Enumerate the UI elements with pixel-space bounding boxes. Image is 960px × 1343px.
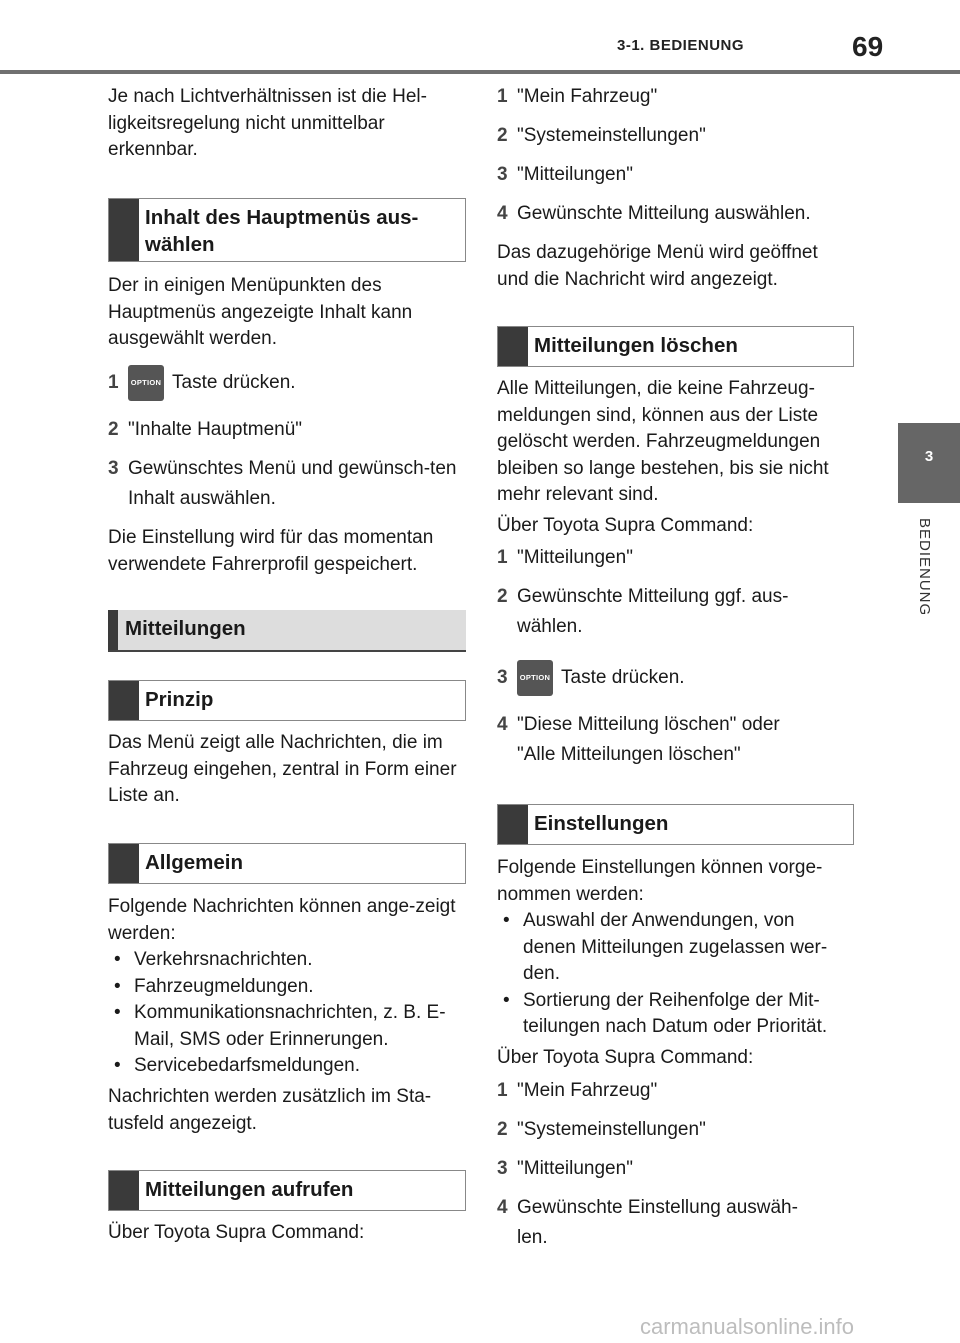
step-number: 1 <box>108 372 119 393</box>
step-text: Taste drücken. <box>172 372 296 393</box>
heading-loeschen: Mitteilungen löschen <box>534 334 738 357</box>
step-left-2 <box>108 415 464 445</box>
step-text: "Mitteilungen" <box>517 547 633 568</box>
step-text: Gewünschte Mitteilung ggf. aus-wählen. <box>517 586 789 637</box>
step-number: 1 <box>497 1080 508 1101</box>
step-text: Gewünschte Mitteilung auswählen. <box>517 203 811 224</box>
step-right-c-3 <box>497 1154 847 1184</box>
step-number: 4 <box>497 203 508 224</box>
step-number: 1 <box>497 86 508 107</box>
header-rule <box>0 70 960 74</box>
step-number: 3 <box>108 458 119 479</box>
step-right-c-1 <box>497 1076 847 1106</box>
paragraph-setting: Die Einstellung wird für das momentan verwendete Fahrerprofil gespeichert. <box>108 527 434 575</box>
heading-marker <box>109 199 139 261</box>
heading-marker <box>109 1171 139 1210</box>
paragraph-prinzip: Das Menü zeigt alle Nachrichten, die im Fahrzeug eingehen, zentral in Form einer Liste an. <box>108 732 457 807</box>
heading-allgemein: Allgemein <box>145 851 243 874</box>
paragraph-inhalt: Der in einigen Menüpunkten des Hauptmenüs angezeigte Inhalt kann ausgewählt werden. <box>108 275 413 350</box>
heading-box-allgemein <box>108 843 466 884</box>
step-number: 3 <box>497 164 508 185</box>
intro-paragraph: Je nach Lichtverhältnissen ist die Hel-ligkeitsregelung nicht unmittelbar erkennbar. <box>108 86 427 161</box>
heading-inhalt: Inhalt des Hauptmenüs aus-wählen <box>145 206 419 256</box>
step-text: "Diese Mitteilung löschen" oder "Alle Mitteilungen löschen" <box>517 714 780 765</box>
option-button-icon: OPTION <box>128 365 164 401</box>
step-right-b-3 <box>497 659 847 697</box>
paragraph-command: Über Toyota Supra Command: <box>108 1222 365 1243</box>
step-left-3 <box>108 454 464 514</box>
list-item: • Sortierung der Reihenfolge der Mit-teilungen nach Datum oder Priorität. <box>497 988 847 1041</box>
step-text: "Mein Fahrzeug" <box>517 86 658 107</box>
heading-box-inhalt <box>108 198 466 262</box>
heading-einstellungen: Einstellungen <box>534 812 669 835</box>
step-text: "Inhalte Hauptmenü" <box>128 419 303 440</box>
paragraph-statusfeld: Nachrichten werden zusätzlich im Sta-tusfeld angezeigt. <box>108 1086 432 1134</box>
heading-box-aufrufen <box>108 1170 466 1211</box>
section-marker <box>108 610 118 650</box>
step-text: "Mein Fahrzeug" <box>517 1080 658 1101</box>
step-text: "Systemeinstellungen" <box>517 1119 706 1140</box>
step-number: 4 <box>497 714 508 735</box>
step-right-b-1 <box>497 543 847 573</box>
heading-box-loeschen <box>497 326 854 367</box>
paragraph-command-1: Über Toyota Supra Command: <box>497 515 754 536</box>
step-number: 4 <box>497 1197 508 1218</box>
step-right-a-3 <box>497 160 847 190</box>
heading-prinzip: Prinzip <box>145 688 214 711</box>
step-left-1 <box>108 364 464 402</box>
message-types-list <box>108 947 448 1080</box>
section-mitteilungen <box>108 610 466 652</box>
step-number: 2 <box>108 419 119 440</box>
list-item: • Auswahl der Anwendungen, von denen Mitteilungen zugelassen wer-den. <box>497 908 847 988</box>
chapter-title: 3-1. BEDIENUNG <box>617 37 745 54</box>
option-button-icon: OPTION <box>517 660 553 696</box>
step-number: 2 <box>497 125 508 146</box>
step-number: 3 <box>497 1158 508 1179</box>
step-number: 2 <box>497 586 508 607</box>
list-item: • Kommunikationsnachrichten, z. B. E-Mail, SMS oder Erinnerungen. <box>108 1000 448 1053</box>
list-item: • Verkehrsnachrichten. <box>108 947 448 974</box>
step-right-a-1 <box>497 82 847 112</box>
step-right-a-2 <box>497 121 847 151</box>
step-text: Gewünschte Einstellung auswäh-len. <box>517 1197 798 1248</box>
step-text: "Mitteilungen" <box>517 1158 633 1179</box>
heading-marker <box>109 681 139 720</box>
paragraph-menu: Das dazugehörige Menü wird geöffnet und die Nachricht wird angezeigt. <box>497 242 818 290</box>
chapter-tab-label: BEDIENUNG <box>916 518 933 617</box>
step-right-c-4 <box>497 1193 807 1253</box>
paragraph-command-2: Über Toyota Supra Command: <box>497 1047 754 1068</box>
step-right-c-2 <box>497 1115 847 1145</box>
step-right-b-2 <box>497 582 817 642</box>
step-text: "Systemeinstellungen" <box>517 125 706 146</box>
step-right-b-4 <box>497 710 807 770</box>
section-title: Mitteilungen <box>125 617 246 640</box>
chapter-tab-number: 3 <box>924 448 934 465</box>
heading-box-einstellungen <box>497 804 854 845</box>
list-item: • Servicebedarfsmeldungen. <box>108 1053 448 1080</box>
heading-marker <box>109 844 139 883</box>
heading-box-prinzip <box>108 680 466 721</box>
paragraph-loeschen: Alle Mitteilungen, die keine Fahrzeug-meldungen sind, können aus der Liste gelöscht werden. Fahrzeugmeldungen bleiben so lange bestehen, bis sie nicht mehr relevant sind. <box>497 378 829 506</box>
step-number: 1 <box>497 547 508 568</box>
step-text: Gewünschtes Menü und gewünsch-ten Inhalt auswählen. <box>128 458 457 509</box>
page-number: 69 <box>852 31 884 62</box>
step-number: 2 <box>497 1119 508 1140</box>
step-number: 3 <box>497 667 508 688</box>
paragraph-allgemein: Folgende Nachrichten können ange-zeigt werden: <box>108 896 456 944</box>
settings-list <box>497 908 847 1041</box>
step-right-a-4 <box>497 199 847 229</box>
heading-aufrufen: Mitteilungen aufrufen <box>145 1178 354 1201</box>
list-item: • Fahrzeugmeldungen. <box>108 974 448 1001</box>
paragraph-einstellungen: Folgende Einstellungen können vorge-nommen werden: <box>497 857 823 905</box>
watermark: carmanualsonline.info <box>640 1314 855 1339</box>
step-text: "Mitteilungen" <box>517 164 633 185</box>
heading-marker <box>498 805 528 844</box>
step-text: Taste drücken. <box>561 667 685 688</box>
heading-marker <box>498 327 528 366</box>
